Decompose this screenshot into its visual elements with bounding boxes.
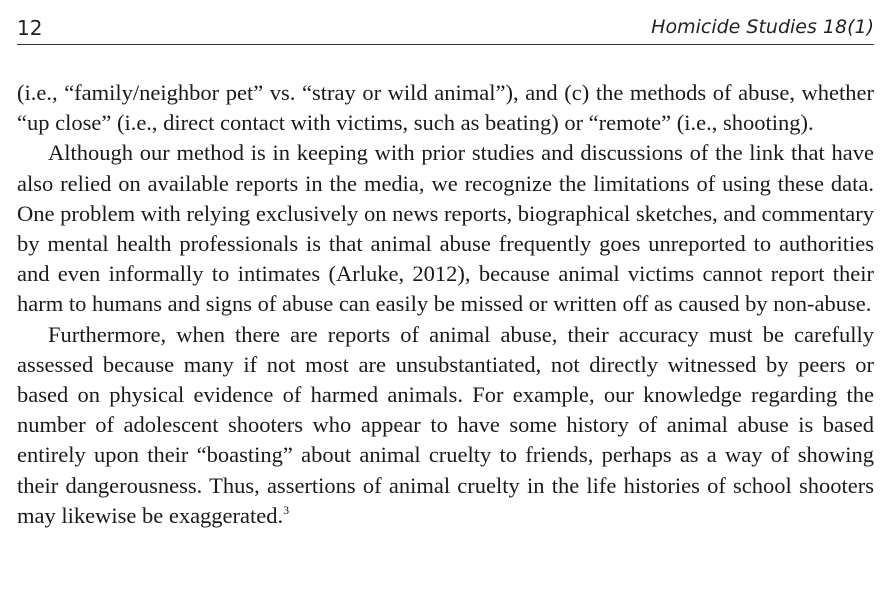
paragraph-limitations [17, 138, 874, 319]
paragraph-text: Furthermore, when there are reports of animal abuse, their accuracy must be carefully assessed because many if not most are unsubstantiated, not directly witnessed by peers or based on physical evidence of harmed animals. For example, our knowledge regarding the number of adolescent shooters who appear to have some history of animal abuse is based entirely upon their “boasting” about animal cruelty to friends, perhaps as a way of showing their dangerousness. Thus, assertions of animal cruelty in the life histories of school shooters may likewise be exaggerated. [17, 321, 874, 528]
paragraph-continued [17, 78, 874, 138]
page-header [17, 10, 874, 45]
running-head: Homicide Studies 18(1) [651, 16, 874, 38]
paragraph-accuracy [17, 320, 874, 531]
paragraph-text: (i.e., “family/neighbor pet” vs. “stray or wild animal”), and (c) the methods of abuse, whether “up close” (i.e., direct contact with victims, such as beating) or “remote” (i.e., shooting). [17, 80, 874, 136]
page-number: 12 [17, 16, 43, 40]
article-body [17, 78, 874, 531]
paragraph-text: Although our method is in keeping with prior studies and discussions of the link that have also relied on available reports in the media, we recognize the limitations of using these data. One problem with relying exclusively on news reports, biographical sketches, and commentary by mental health professionals is that animal abuse frequently goes unreported to authorities and even informally to intimates (Arluke, 2012), because animal victims cannot report their harm to humans and signs of abuse can easily be missed or written off as caused by non-abuse. [17, 140, 874, 317]
footnote-reference[interactable]: 3 [283, 502, 290, 517]
